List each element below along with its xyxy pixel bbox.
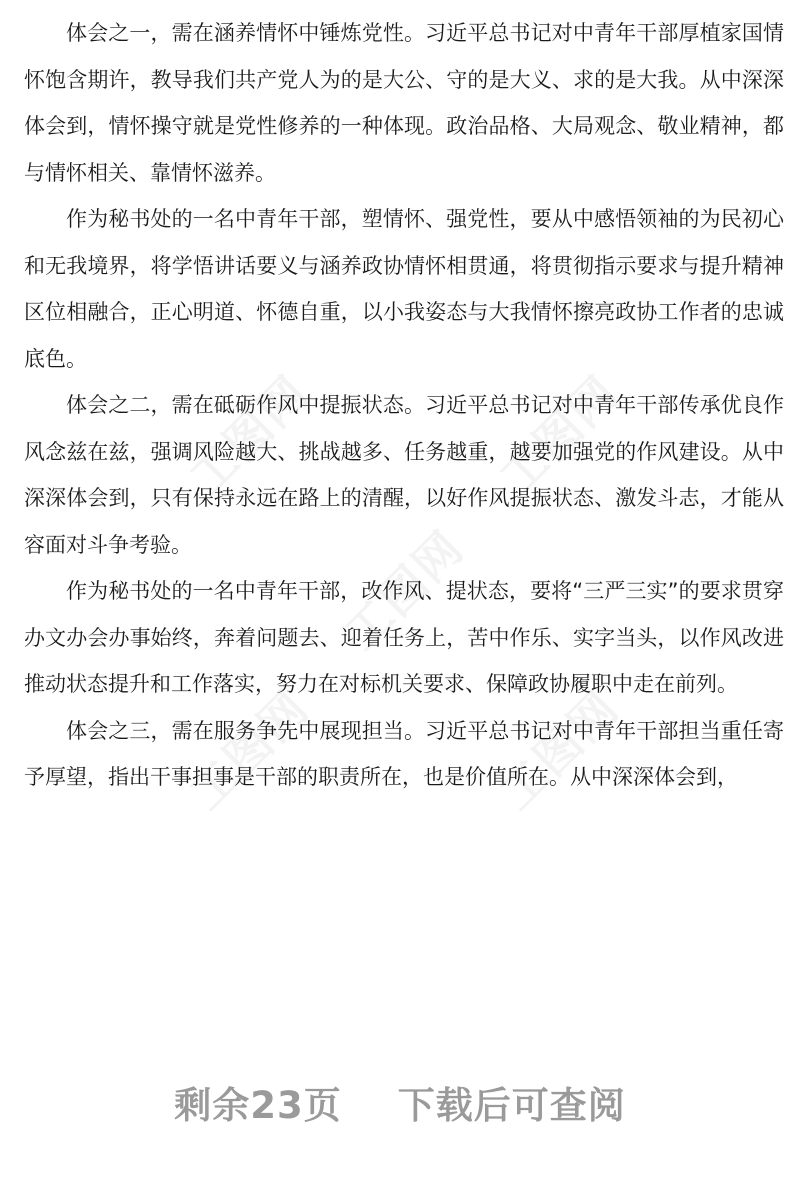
watermark: 工图网	[179, 680, 320, 821]
watermark: 工图网	[489, 680, 630, 821]
paragraph: 作为秘书处的一名中青年干部，改作风、提状态，要将“三严三实”的要求贯穿办文办会办事始终，奔着问题去、迎着任务上，苦中作乐、实字当头，以作风改进推动状态提升和工作落实，努力在对标机关要求、保障政协履职中走在前列。	[24, 579, 784, 696]
paragraph: 作为秘书处的一名中青年干部，塑情怀、强党性，要从中感悟领袖的为民初心和无我境界，将学悟讲话要义与涵养政协情怀相贯通，将贯彻指示要求与提升精神区位相融合，正心明道、怀德自重，以小我姿态与大我情怀擦亮政协工作者的忠诚底色。	[24, 207, 784, 371]
paragraph: 体会之一，需在涵养情怀中锤炼党性。习近平总书记对中青年干部厚植家国情怀饱含期许，教导我们共产党人为的是大公、守的是大义、求的是大我。从中深深体会到，情怀操守就是党性修养的一种体现。政治品格、大局观念、敬业精神，都与情怀相关、靠情怀滋养。	[24, 21, 784, 185]
paragraph: 体会之二，需在砥砺作风中提振状态。习近平总书记对中青年干部传承优良作风念兹在兹，强调风险越大、挑战越多、任务越重，越要加强党的作风建设。从中深深体会到，只有保持永远在路上的清醒，以好作风提振状态、激发斗志，才能从容面对斗争考验。	[24, 393, 784, 557]
watermark: 工图网	[179, 365, 320, 506]
download-hint-label: 下载后可查阅	[397, 1084, 626, 1127]
document-body	[24, 10, 784, 801]
paragraph: 体会之三，需在服务争先中展现担当。习近平总书记对中青年干部担当重任寄予厚望，指出干事担事是干部的职责所在，也是价值所在。从中深深体会到，	[24, 718, 784, 789]
remaining-pages-label: 剩余23页	[174, 1084, 342, 1127]
watermark: 工图网	[334, 520, 475, 661]
watermark: 工图网	[489, 365, 630, 506]
download-banner[interactable]	[0, 1072, 800, 1132]
